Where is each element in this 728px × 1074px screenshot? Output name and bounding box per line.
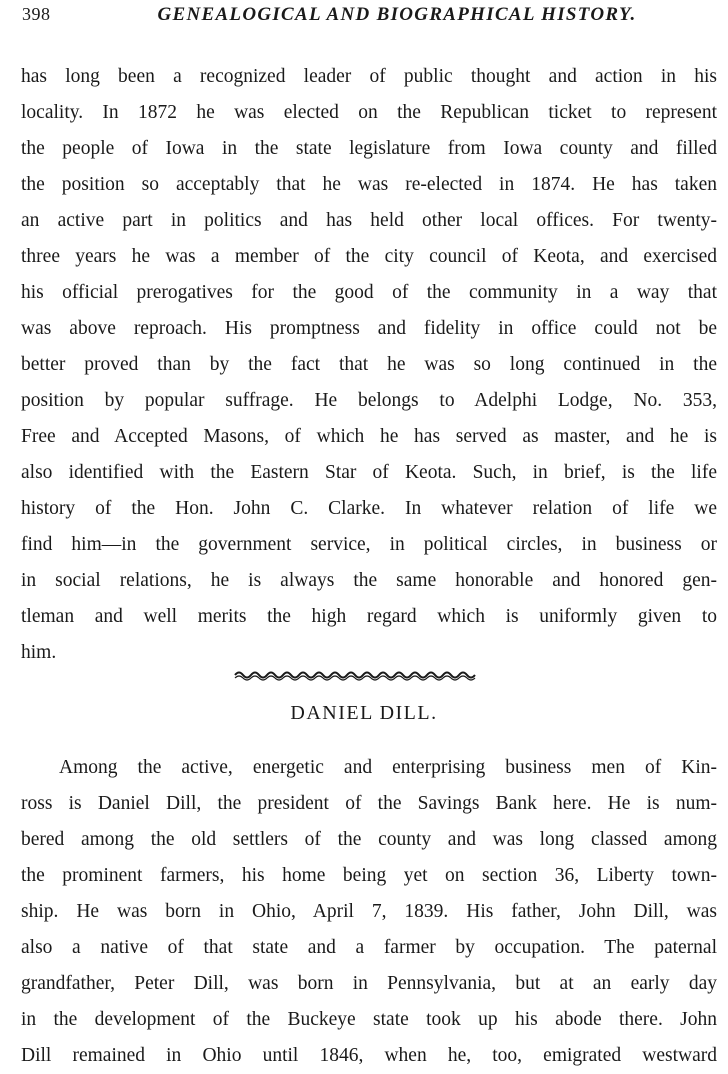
text-line: him.: [21, 642, 57, 663]
text-line: better proved than by the fact that he was so long continued in the: [21, 354, 717, 375]
paragraph-daniel-dill: [21, 750, 717, 1074]
text-line: an active part in politics and has held other local offices. For twenty-: [21, 210, 717, 231]
text-line: history of the Hon. John C. Clarke. In whatever relation of life we: [21, 498, 717, 519]
text-line: the people of Iowa in the state legislature from Iowa county and filled: [21, 138, 717, 159]
text-line: grandfather, Peter Dill, was born in Pennsylvania, but at an early day: [21, 973, 717, 994]
text-line: has long been a recognized leader of public thought and action in his: [21, 66, 717, 87]
text-line: position by popular suffrage. He belongs to Adelphi Lodge, No. 353,: [21, 390, 717, 411]
text-line: in the development of the Buckeye state took up his abode there. John: [21, 1009, 717, 1030]
text-line: ross is Daniel Dill, the president of the Savings Bank here. He is num-: [21, 793, 717, 814]
text-line: bered among the old settlers of the county and was long classed among: [21, 829, 717, 850]
text-line: his official prerogatives for the good of the community in a way that: [21, 282, 717, 303]
text-line: also identified with the Eastern Star of Keota. Such, in brief, is the life: [21, 462, 717, 483]
text-line: also a native of that state and a farmer by occupation. The paternal: [21, 937, 717, 958]
text-line: locality. In 1872 he was elected on the Republican ticket to represent: [21, 102, 717, 123]
page-number: 398: [22, 4, 51, 24]
paragraph-clarke: [21, 59, 717, 671]
text-line: three years he was a member of the city council of Keota, and exercised: [21, 246, 717, 267]
text-line: tleman and well merits the high regard which is uniformly given to: [21, 606, 717, 627]
text-line: ship. He was born in Ohio, April 7, 1839. His father, John Dill, was: [21, 901, 717, 922]
text-line: Free and Accepted Masons, of which he has served as master, and he is: [21, 426, 717, 447]
text-line: in social relations, he is always the same honorable and honored gen-: [21, 570, 717, 591]
text-line: find him—in the government service, in political circles, in business or: [21, 534, 717, 555]
text-line: the prominent farmers, his home being yet on section 36, Liberty town-: [21, 865, 717, 886]
page-header: [22, 4, 712, 34]
text-line: Among the active, energetic and enterprising business men of Kin-: [59, 757, 717, 778]
running-title: GENEALOGICAL AND BIOGRAPHICAL HISTORY.: [157, 4, 637, 25]
text-line: Dill remained in Ohio until 1846, when he, too, emigrated westward: [21, 1045, 717, 1066]
text-line: the position so acceptably that he was re-elected in 1874. He has taken: [21, 174, 717, 195]
text-line: was above reproach. His promptness and fidelity in office could not be: [21, 318, 717, 339]
wavy-rule-ornament: [233, 666, 481, 684]
section-heading: DANIEL DILL.: [290, 702, 438, 724]
